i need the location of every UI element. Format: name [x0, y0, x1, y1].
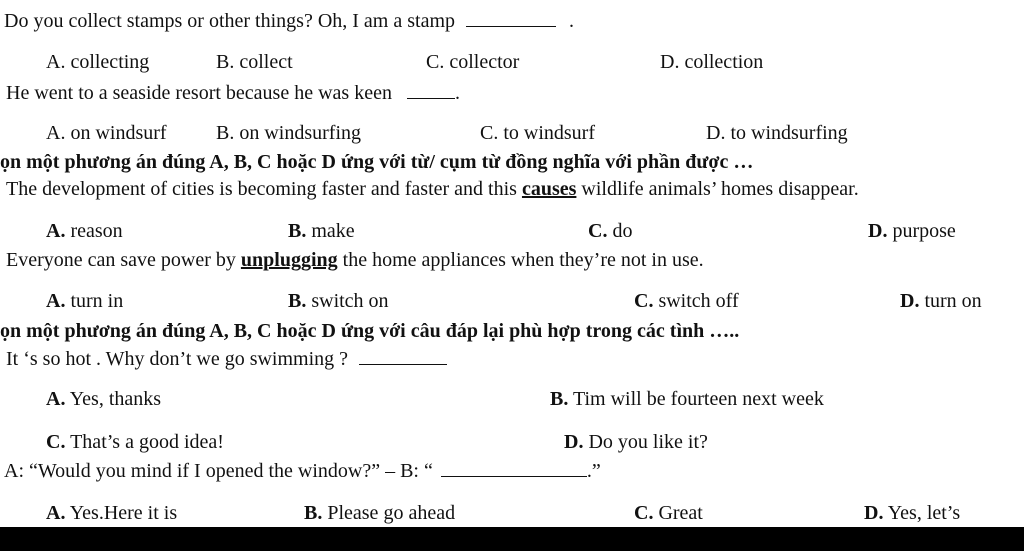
q3-option-d[interactable]: D. purpose: [868, 220, 956, 242]
q6-option-b[interactable]: B. Please go ahead: [304, 502, 456, 524]
q1-option-b[interactable]: B. collect: [216, 51, 293, 73]
q3-option-b[interactable]: B. make: [288, 220, 355, 242]
q2-option-d[interactable]: D. to windsurfing: [706, 122, 848, 144]
q1-option-c[interactable]: C. collector: [426, 51, 520, 73]
question-5-stem: It ‘s so hot . Why don’t we go swimming ?: [6, 346, 447, 371]
q4-option-c[interactable]: C. switch off: [634, 290, 739, 312]
answer-blank[interactable]: [407, 80, 455, 99]
question-3-stem: The development of cities is becoming faster and faster and this causes wildlife animals’ homes disappear.: [6, 178, 859, 200]
question-4-stem: Everyone can save power by unplugging the home appliances when they’re not in use.: [6, 249, 704, 271]
q1-option-a[interactable]: A. collecting: [46, 51, 150, 73]
q5-option-c[interactable]: C. That’s a good idea!: [46, 431, 224, 453]
underlined-keyword: causes: [521, 178, 577, 200]
bottom-black-bar: [0, 527, 1024, 551]
q3-option-c[interactable]: C. do: [588, 220, 633, 242]
q3-option-a[interactable]: A. reason: [46, 220, 123, 242]
q6-option-a[interactable]: A. Yes.Here it is: [46, 502, 178, 524]
q2-option-b[interactable]: B. on windsurfing: [216, 122, 361, 144]
answer-blank[interactable]: [359, 346, 447, 365]
section-heading-responses: ọn một phương án đúng A, B, C hoặc D ứng với câu đáp lại phù hợp trong các tình …..: [0, 320, 740, 342]
q2-option-c[interactable]: C. to windsurf: [480, 122, 595, 144]
q1-option-d[interactable]: D. collection: [660, 51, 764, 73]
underlined-keyword: unplugging: [240, 249, 338, 271]
q4-option-d[interactable]: D. turn on: [900, 290, 982, 312]
q6-option-d[interactable]: D. Yes, let’s: [864, 502, 961, 524]
section-heading-synonyms: ọn một phương án đúng A, B, C hoặc D ứng với từ/ cụm từ đồng nghĩa với phần được …: [0, 151, 754, 173]
q4-option-a[interactable]: A. turn in: [46, 290, 124, 312]
q4-option-b[interactable]: B. switch on: [288, 290, 389, 312]
cropped-top-text: [0, 0, 1024, 4]
q5-option-d[interactable]: D. Do you like it?: [564, 431, 708, 453]
question-2-stem: He went to a seaside resort because he was keen .: [6, 82, 460, 104]
question-6-stem: A: “Would you mind if I opened the window?” – B: “ .”: [4, 460, 601, 482]
question-1-stem: Do you collect stamps or other things? Oh, I am a stamp .: [4, 10, 575, 32]
q5-option-a[interactable]: A. Yes, thanks: [46, 388, 162, 410]
q2-option-a[interactable]: A. on windsurf: [46, 122, 167, 144]
answer-blank[interactable]: [466, 8, 556, 27]
q6-option-c[interactable]: C. Great: [634, 502, 703, 524]
answer-blank[interactable]: [441, 458, 587, 477]
q5-option-b[interactable]: B. Tim will be fourteen next week: [550, 388, 824, 410]
